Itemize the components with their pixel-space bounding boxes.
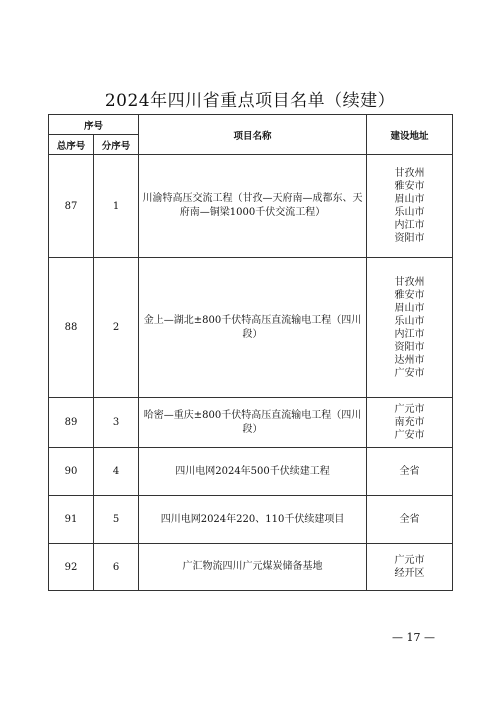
location-item: 内江市 bbox=[394, 328, 425, 340]
project-name-cell: 哈密—重庆±800千伏特高压直流输电工程（四川段） bbox=[139, 398, 367, 448]
project-name-cell: 川渝特高压交流工程（甘孜—天府南—成都东、天府南—铜梁1000千伏交流工程） bbox=[139, 155, 367, 258]
total-seq-cell: 89 bbox=[49, 398, 94, 448]
page-number: — 17 — bbox=[392, 631, 435, 644]
location-item: 甘孜州 bbox=[394, 168, 425, 179]
location-cell bbox=[367, 155, 453, 258]
location-item: 广安市 bbox=[394, 367, 425, 379]
header-seq-group: 序号 bbox=[49, 115, 139, 135]
sub-seq-cell: 5 bbox=[94, 496, 139, 544]
location-cell bbox=[367, 496, 453, 544]
total-seq-cell: 88 bbox=[49, 258, 94, 398]
location-item: 广元市 bbox=[394, 404, 425, 415]
total-seq-cell: 87 bbox=[49, 155, 94, 258]
project-table bbox=[48, 114, 453, 591]
header-total-seq: 总序号 bbox=[49, 135, 94, 155]
sub-seq-cell: 6 bbox=[94, 544, 139, 591]
location-cell bbox=[367, 544, 453, 591]
location-item: 雅安市 bbox=[394, 181, 425, 192]
total-seq-cell: 92 bbox=[49, 544, 94, 591]
table-row bbox=[49, 544, 453, 591]
table-row bbox=[49, 398, 453, 448]
document-title: 2024年四川省重点项目名单（续建） bbox=[104, 91, 396, 111]
location-item: 全省 bbox=[399, 466, 420, 477]
location-item: 广元市 bbox=[394, 555, 425, 566]
location-item: 资阳市 bbox=[394, 341, 425, 353]
sub-seq-cell: 3 bbox=[94, 398, 139, 448]
location-item: 南充市 bbox=[394, 417, 425, 428]
sub-seq-cell: 1 bbox=[94, 155, 139, 258]
location-item: 眉山市 bbox=[394, 302, 425, 314]
location-cell bbox=[367, 398, 453, 448]
location-item: 内江市 bbox=[394, 220, 425, 231]
project-name-cell: 广汇物流四川广元煤炭储备基地 bbox=[139, 544, 367, 591]
location-item: 甘孜州 bbox=[394, 276, 425, 288]
location-item: 达州市 bbox=[394, 354, 425, 366]
header-location: 建设地址 bbox=[367, 115, 453, 155]
sub-seq-cell: 2 bbox=[94, 258, 139, 398]
table-row bbox=[49, 155, 453, 258]
table-row bbox=[49, 496, 453, 544]
location-item: 雅安市 bbox=[394, 289, 425, 301]
project-name-cell: 金上—湖北±800千伏特高压直流输电工程（四川段） bbox=[139, 258, 367, 398]
location-item: 资阳市 bbox=[394, 233, 425, 244]
location-item: 广安市 bbox=[394, 430, 425, 441]
location-cell bbox=[367, 448, 453, 496]
project-name-cell: 四川电网2024年220、110千伏续建项目 bbox=[139, 496, 367, 544]
header-sub-seq: 分序号 bbox=[94, 135, 139, 155]
location-cell bbox=[367, 258, 453, 398]
total-seq-cell: 91 bbox=[49, 496, 94, 544]
table-row bbox=[49, 448, 453, 496]
location-item: 全省 bbox=[399, 514, 420, 525]
header-project-name: 项目名称 bbox=[139, 115, 367, 155]
table-row bbox=[49, 258, 453, 398]
location-item: 乐山市 bbox=[394, 315, 425, 327]
location-item: 乐山市 bbox=[394, 207, 425, 218]
project-name-cell: 四川电网2024年500千伏续建工程 bbox=[139, 448, 367, 496]
location-item: 经开区 bbox=[394, 568, 425, 579]
sub-seq-cell: 4 bbox=[94, 448, 139, 496]
location-item: 眉山市 bbox=[394, 194, 425, 205]
total-seq-cell: 90 bbox=[49, 448, 94, 496]
